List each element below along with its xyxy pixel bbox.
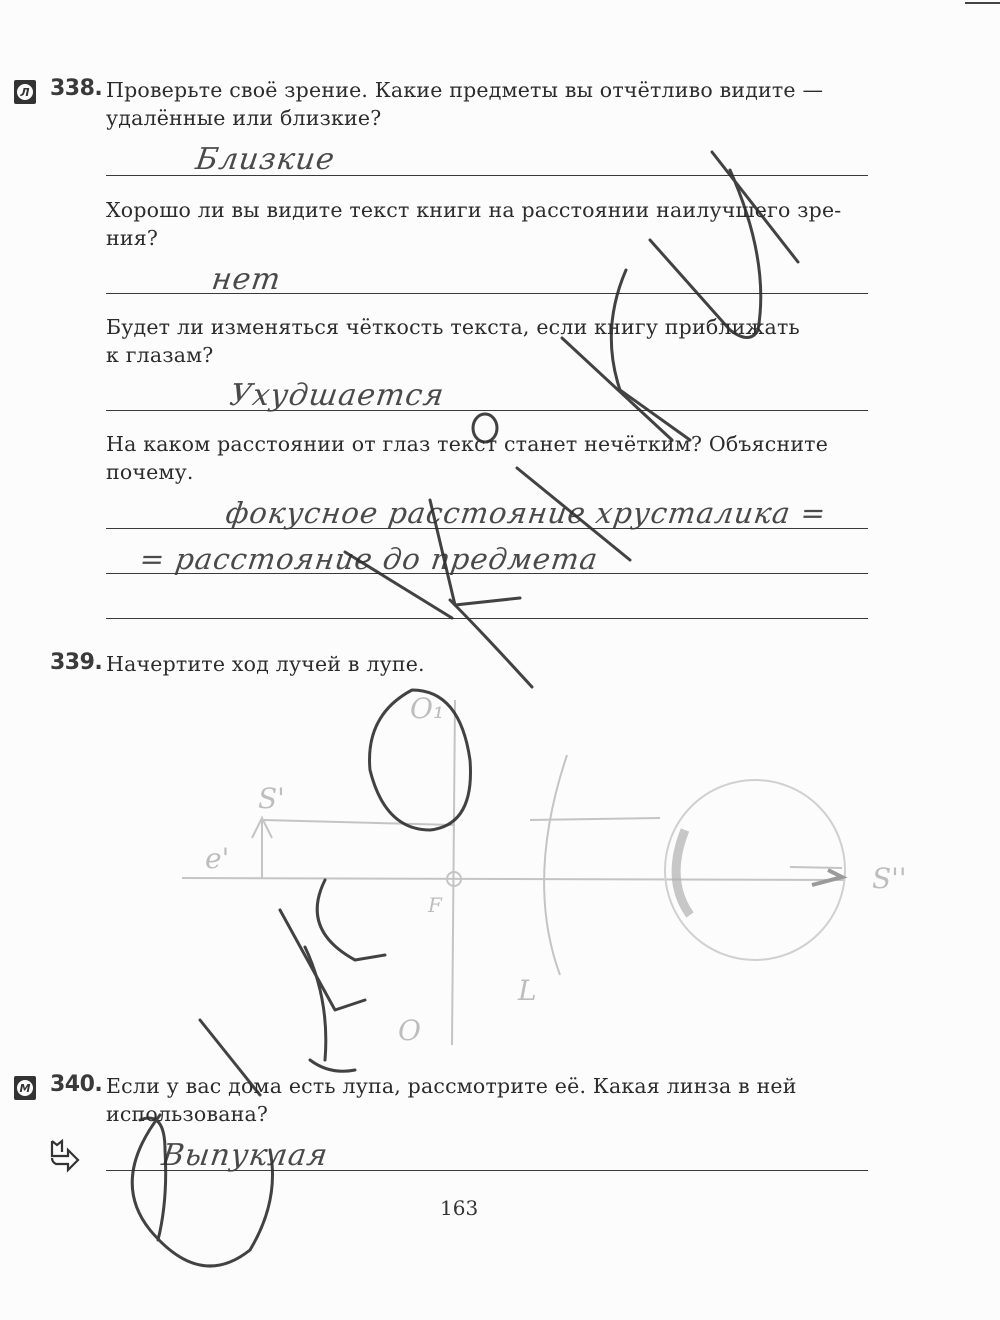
answer-line: [106, 573, 868, 574]
answer-338-3[interactable]: Ухудшается: [227, 378, 447, 413]
question-338-part4-line-1: На каком расстоянии от глаз текст станет нечётким? Объясните: [106, 432, 829, 456]
label-s-prime: S': [258, 782, 285, 815]
badge-l-icon: Л: [14, 80, 36, 104]
answer-338-1[interactable]: Близкие: [193, 142, 338, 177]
question-number-339: 339.: [50, 650, 103, 675]
hand-arrow-icon: [48, 1138, 82, 1174]
label-e-prime: e': [205, 842, 230, 875]
label-o1: O₁: [410, 692, 445, 725]
answer-line: [106, 618, 868, 619]
answer-line: [106, 175, 868, 176]
question-340-line-2: использована?: [106, 1102, 269, 1126]
question-338-line-2: удалённые или близкие?: [106, 106, 382, 130]
question-338-part3-line-1: Будет ли изменяться чёткость текста, если книгу приближать: [106, 315, 800, 339]
answer-338-4-line-2[interactable]: = расстояние до предмета: [137, 542, 601, 576]
answer-line: [106, 528, 868, 529]
question-number-340: 340.: [50, 1072, 103, 1097]
question-338-line-1: Проверьте своё зрение. Какие предметы вы отчётливо видите —: [106, 78, 824, 102]
badge-m-icon: М: [14, 1076, 36, 1100]
question-340-line-1: Если у вас дома есть лупа, рассмотрите её. Какая линза в ней: [106, 1074, 797, 1098]
label-lens: L: [518, 974, 537, 1007]
question-338-part2-line-2: ния?: [106, 226, 159, 250]
label-o: O: [398, 1014, 421, 1047]
answer-line: [106, 1170, 868, 1171]
answer-line: [106, 410, 868, 411]
page-corner-mark: [965, 2, 1000, 4]
question-338-part2-line-1: Хорошо ли вы видите текст книги на расстоянии наилучшего зре-: [106, 198, 842, 222]
label-s-double-prime: S'': [872, 862, 907, 895]
page-number: 163: [440, 1196, 479, 1220]
question-number-338: 338.: [50, 76, 103, 101]
answer-338-2[interactable]: нет: [209, 262, 284, 297]
question-338-part4-line-2: почему.: [106, 460, 194, 484]
answer-338-4-line-1[interactable]: фокусное расстояние хрусталика =: [223, 496, 829, 530]
question-338-part3-line-2: к глазам?: [106, 343, 214, 367]
label-focus: F: [428, 893, 442, 917]
question-339-line-1: Начертите ход лучей в лупе.: [106, 652, 425, 676]
answer-340[interactable]: Выпуклая: [159, 1138, 331, 1173]
answer-line: [106, 293, 868, 294]
